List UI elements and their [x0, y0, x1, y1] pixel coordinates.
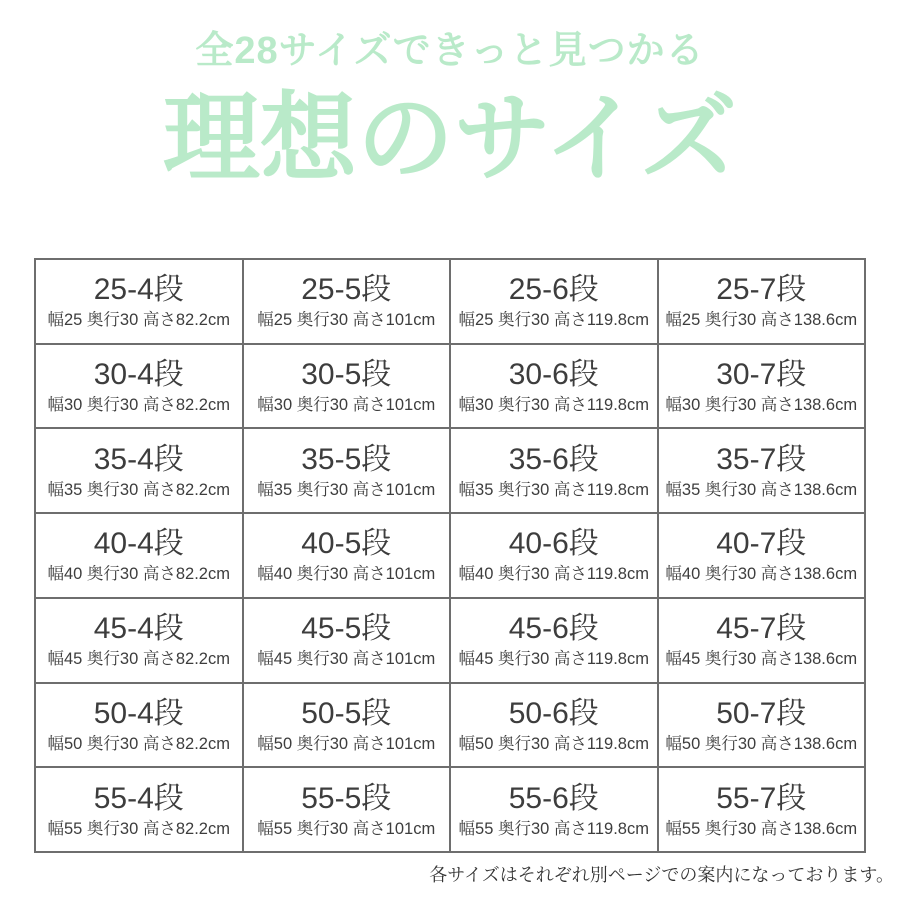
- size-dimensions: 幅45 奥行30 高さ101cm: [257, 650, 436, 669]
- size-dimensions: 幅25 奥行30 高さ101cm: [257, 311, 436, 330]
- size-cell: [36, 599, 242, 682]
- size-name: 40-6段: [508, 527, 599, 561]
- size-name: 25-5段: [301, 273, 392, 307]
- size-name: 30-4段: [93, 357, 184, 391]
- page-title: 理想のサイズ: [162, 84, 738, 193]
- size-cell: [36, 345, 242, 428]
- size-dimensions: 幅45 奥行30 高さ119.8cm: [458, 650, 649, 669]
- size-name: 45-4段: [93, 612, 184, 646]
- size-dimensions: 幅55 奥行30 高さ119.8cm: [458, 819, 649, 838]
- size-name: 45-5段: [301, 612, 392, 646]
- size-cell: [451, 260, 657, 343]
- size-cell: [244, 768, 450, 851]
- size-dimensions: 幅50 奥行30 高さ119.8cm: [458, 734, 649, 753]
- size-cell: [244, 514, 450, 597]
- size-cell: [36, 429, 242, 512]
- size-name: 50-4段: [93, 696, 184, 730]
- size-cell: [659, 599, 865, 682]
- size-cell: [244, 260, 450, 343]
- size-dimensions: 幅45 奥行30 高さ82.2cm: [47, 650, 230, 669]
- size-cell: [659, 768, 865, 851]
- size-name: 55-6段: [508, 781, 599, 815]
- size-cell: [451, 429, 657, 512]
- size-cell: [451, 684, 657, 767]
- size-name: 35-4段: [93, 442, 184, 476]
- size-dimensions: 幅45 奥行30 高さ138.6cm: [665, 650, 858, 669]
- size-name: 40-5段: [301, 527, 392, 561]
- size-dimensions: 幅30 奥行30 高さ101cm: [257, 395, 436, 414]
- size-dimensions: 幅25 奥行30 高さ138.6cm: [665, 311, 858, 330]
- size-dimensions: 幅35 奥行30 高さ101cm: [257, 480, 436, 499]
- size-cell: [659, 429, 865, 512]
- size-name: 35-6段: [508, 442, 599, 476]
- size-name: 50-6段: [508, 696, 599, 730]
- size-name: 35-5段: [301, 442, 392, 476]
- size-cell: [659, 514, 865, 597]
- size-name: 55-7段: [716, 781, 807, 815]
- size-dimensions: 幅35 奥行30 高さ138.6cm: [665, 480, 858, 499]
- size-dimensions: 幅50 奥行30 高さ82.2cm: [47, 734, 230, 753]
- size-dimensions: 幅40 奥行30 高さ119.8cm: [458, 565, 649, 584]
- size-cell: [451, 768, 657, 851]
- size-dimensions: 幅25 奥行30 高さ82.2cm: [47, 311, 230, 330]
- size-name: 50-5段: [301, 696, 392, 730]
- size-dimensions: 幅40 奥行30 高さ82.2cm: [47, 565, 230, 584]
- size-dimensions: 幅50 奥行30 高さ138.6cm: [665, 734, 858, 753]
- size-cell: [659, 260, 865, 343]
- size-dimensions: 幅35 奥行30 高さ119.8cm: [458, 480, 649, 499]
- size-cell: [659, 684, 865, 767]
- size-name: 45-7段: [716, 612, 807, 646]
- size-dimensions: 幅30 奥行30 高さ138.6cm: [665, 395, 858, 414]
- size-dimensions: 幅25 奥行30 高さ119.8cm: [458, 311, 649, 330]
- size-name: 45-6段: [508, 612, 599, 646]
- size-cell: [659, 345, 865, 428]
- size-name: 25-6段: [508, 273, 599, 307]
- size-dimensions: 幅30 奥行30 高さ119.8cm: [458, 395, 649, 414]
- size-dimensions: 幅55 奥行30 高さ101cm: [257, 819, 436, 838]
- size-dimensions: 幅40 奥行30 高さ138.6cm: [665, 565, 858, 584]
- size-name: 30-7段: [716, 357, 807, 391]
- size-name: 30-5段: [301, 357, 392, 391]
- size-dimensions: 幅55 奥行30 高さ82.2cm: [47, 819, 230, 838]
- size-cell: [244, 599, 450, 682]
- size-cell: [451, 599, 657, 682]
- size-name: 40-7段: [716, 527, 807, 561]
- page-subtitle: 全28サイズできっと見つかる: [195, 30, 705, 72]
- size-cell: [244, 345, 450, 428]
- size-cell: [451, 514, 657, 597]
- size-name: 25-4段: [93, 273, 184, 307]
- size-dimensions: 幅55 奥行30 高さ138.6cm: [665, 819, 858, 838]
- size-cell: [36, 260, 242, 343]
- size-cell: [36, 514, 242, 597]
- size-dimensions: 幅35 奥行30 高さ82.2cm: [47, 480, 230, 499]
- size-dimensions: 幅30 奥行30 高さ82.2cm: [47, 395, 230, 414]
- size-table: [34, 258, 866, 853]
- footer-note: 各サイズはそれぞれ別ページでの案内になっております。: [429, 865, 894, 885]
- size-name: 55-4段: [93, 781, 184, 815]
- size-name: 25-7段: [716, 273, 807, 307]
- size-name: 50-7段: [716, 696, 807, 730]
- size-name: 40-4段: [93, 527, 184, 561]
- size-name: 30-6段: [508, 357, 599, 391]
- size-cell: [451, 345, 657, 428]
- size-cell: [36, 768, 242, 851]
- size-name: 55-5段: [301, 781, 392, 815]
- size-cell: [244, 429, 450, 512]
- size-dimensions: 幅40 奥行30 高さ101cm: [257, 565, 436, 584]
- size-cell: [36, 684, 242, 767]
- size-cell: [244, 684, 450, 767]
- size-dimensions: 幅50 奥行30 高さ101cm: [257, 734, 436, 753]
- size-name: 35-7段: [716, 442, 807, 476]
